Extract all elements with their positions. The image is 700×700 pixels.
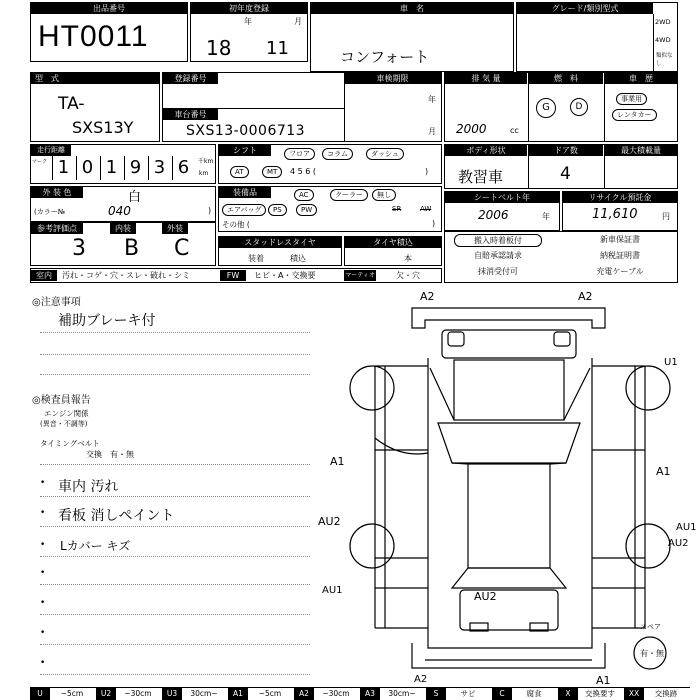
studless-option-2: 積込 xyxy=(290,254,306,263)
seatbelt-year: 年 xyxy=(542,212,550,221)
color-code-value: 040 xyxy=(108,204,131,218)
mileage-digit: 9 xyxy=(124,156,146,180)
mileage-digit: 6 xyxy=(172,156,194,180)
first-reg-year: 18 xyxy=(206,36,232,60)
equip-cooler: クーラー xyxy=(330,189,368,201)
equip-none: 無し xyxy=(372,189,396,201)
car-name: コンフォート xyxy=(340,48,430,66)
equipment-label: 装備品 xyxy=(219,187,271,198)
legend-key: U3 xyxy=(162,688,182,700)
grades-interior: B xyxy=(124,236,140,261)
tire-unit: 本 xyxy=(404,254,412,263)
note-line-1 xyxy=(40,332,310,333)
lot-label: 出品番号 xyxy=(31,3,187,14)
note-line-2 xyxy=(40,354,310,355)
mileage-digit: 1 xyxy=(100,156,122,180)
capacity-label: 最大積載量 xyxy=(605,145,677,156)
displacement-label: 排 気 量 xyxy=(445,73,527,84)
fuel-g xyxy=(536,98,556,118)
doors-label: ドア数 xyxy=(529,145,603,156)
bullet-2: • xyxy=(40,508,46,518)
history-2: レンタカー xyxy=(612,109,657,121)
note-line-8 xyxy=(40,584,310,585)
mark-right-upper2: A1 xyxy=(656,465,671,478)
doc-item-6: 充電ケーブル xyxy=(596,267,644,276)
body-type-label: ボディ形状 xyxy=(445,145,527,156)
maker-items: 欠・穴 xyxy=(396,271,420,280)
shift-floor: フロア xyxy=(284,148,315,160)
fuel-d-text: D xyxy=(575,102,583,112)
first-reg-month-label: 月 xyxy=(294,17,302,26)
timing-exchange: 交換 有・無 xyxy=(86,450,134,459)
mileage-digit: 1 xyxy=(52,156,74,180)
shift-column: コラム xyxy=(322,148,353,160)
inspector-label: ◎検査員報告 xyxy=(32,395,91,406)
legend-text: 交換要す xyxy=(585,689,615,698)
bullet-4: • xyxy=(40,568,46,578)
drive-4wd: 4WD xyxy=(655,36,671,44)
shift-mt: MT xyxy=(262,166,282,178)
interior-items: 汚れ・コゲ・穴・スレ・破れ・シミ xyxy=(62,271,190,280)
grades-interior-label: 内装 xyxy=(110,223,136,234)
report-3: Lカバー キズ xyxy=(60,539,131,553)
bullet-5: • xyxy=(40,598,46,608)
equip-other-label: その他 ( xyxy=(222,220,250,229)
equip-aw: AW xyxy=(420,205,432,213)
engine-label: エンジン関係 xyxy=(44,409,89,418)
first-reg-label: 初年度登録 xyxy=(191,3,307,14)
fuel-d xyxy=(570,98,588,116)
equip-airbag: エアバッグ xyxy=(222,204,266,216)
mark-left-mid: AU2 xyxy=(318,515,341,528)
legend-text: 腐食 xyxy=(526,689,542,698)
legend-text: 30cm~ xyxy=(190,689,218,698)
maker-label: マーティオ xyxy=(345,272,375,279)
legend-key: U xyxy=(30,688,50,700)
seatbelt-label: シートベルト年 xyxy=(445,192,559,203)
timing-label: タイミングベルト xyxy=(40,439,100,448)
mileage-unit-1: 千km xyxy=(198,158,214,165)
mark-rear-left: A2 xyxy=(414,674,428,685)
grades-overall: 3 xyxy=(72,236,86,261)
drive-2wd: 2WD xyxy=(655,18,671,26)
inspection-label: 車検期限 xyxy=(344,73,441,84)
legend-text: ~30cm xyxy=(124,689,152,698)
legend-text: ~5cm xyxy=(258,689,282,698)
color-value: 白 xyxy=(128,190,142,205)
spare-label: スペア xyxy=(640,623,661,631)
doc-item-4: 納税証明書 xyxy=(600,251,640,260)
legend-key: C xyxy=(492,688,512,700)
first-reg-month: 11 xyxy=(266,38,289,59)
fuel-label: 燃 料 xyxy=(529,73,603,84)
first-reg-year-label: 年 xyxy=(244,17,252,26)
mileage-digit: 0 xyxy=(76,156,98,180)
grade-label: グレード/類別型式 xyxy=(517,3,653,14)
bullet-1: • xyxy=(40,478,46,488)
body-divider-2 xyxy=(604,144,605,189)
note-line-7 xyxy=(40,556,310,557)
drive-other: 類似なし xyxy=(656,53,673,67)
model-label: 型 式 xyxy=(31,73,159,84)
equip-ac: AC xyxy=(294,189,314,201)
reg-label: 登録番号 xyxy=(163,73,218,84)
legend-text: ~30cm xyxy=(322,689,350,698)
mark-top-left: A2 xyxy=(420,290,435,303)
tire-label: タイヤ積込 xyxy=(345,237,441,248)
inspection-divider xyxy=(344,84,345,142)
report-2: 看板 消しペイント xyxy=(58,508,175,524)
note-line-6 xyxy=(40,526,310,527)
fw-items: ヒビ・A・交換要 xyxy=(254,271,316,280)
legend-key: X xyxy=(558,688,578,700)
legend-key: A2 xyxy=(294,688,314,700)
chassis-value: SXS13-0006713 xyxy=(186,123,306,139)
displacement-value: 2000 xyxy=(456,122,487,136)
mark-top-right: A2 xyxy=(578,290,593,303)
doors-value: 4 xyxy=(560,164,571,184)
doc-item-3: 自賠承認請求 xyxy=(474,251,522,260)
note-line-3 xyxy=(40,374,310,375)
inspection-year-label: 年 xyxy=(428,95,436,104)
mileage-mark-label: マーク xyxy=(32,159,48,165)
legend-text: 交換跡 xyxy=(654,689,678,698)
mark-right-upper: U1 xyxy=(664,357,678,368)
note-line-10 xyxy=(40,644,310,645)
equip-other-close: ) xyxy=(432,219,436,228)
mark-left-low: AU1 xyxy=(322,585,343,596)
mileage-digit: 3 xyxy=(148,156,170,180)
legend-text: 30cm~ xyxy=(388,689,416,698)
note-line-9 xyxy=(40,614,310,615)
mark-right-mid2: AU2 xyxy=(668,538,689,549)
equip-ps: PS xyxy=(268,204,287,216)
bullet-6: • xyxy=(40,628,46,638)
cc-label: cc xyxy=(510,126,519,135)
reg-divider xyxy=(162,108,344,109)
history-1: 事業用 xyxy=(616,93,647,105)
spec-divider-1 xyxy=(528,72,529,142)
note-line-4 xyxy=(40,464,310,465)
doc-item-1: 搬入時着板付 xyxy=(454,234,542,247)
body-type-value: 教習車 xyxy=(458,168,504,186)
spec-divider-2 xyxy=(604,72,605,142)
color-code-close: ) xyxy=(208,206,212,215)
report-1: 車内 汚れ xyxy=(58,479,119,495)
fw-label: FW xyxy=(220,270,246,281)
fuel-g-text: G xyxy=(542,102,550,113)
legend-key: A3 xyxy=(360,688,380,700)
mark-rear-right: A1 xyxy=(596,674,611,687)
history-label: 車 歴 xyxy=(605,73,677,84)
grades-exterior: C xyxy=(174,236,190,261)
spare-value: 有・無 xyxy=(640,649,664,658)
doc-item-2: 新車保証書 xyxy=(600,235,640,244)
legend-text: サビ xyxy=(460,689,476,698)
studless-option-1: 装着 xyxy=(248,254,264,263)
chassis-label: 車台番号 xyxy=(163,109,218,120)
model-line1: TA- xyxy=(58,94,85,114)
body-divider-1 xyxy=(528,144,529,189)
shift-label: シフト xyxy=(219,145,271,156)
mileage-unit-2: km xyxy=(199,170,209,177)
mark-left-upper: A1 xyxy=(330,455,345,468)
studless-label: スタッドレスタイヤ xyxy=(219,237,341,248)
lot-number: HT0011 xyxy=(38,20,149,53)
equip-pw: PW xyxy=(296,204,317,216)
grades-label: 参考評価点 xyxy=(31,223,83,234)
shift-gears: 4 5 6 ( xyxy=(290,167,317,176)
bullet-7: • xyxy=(40,658,46,668)
mark-right-mid: AU1 xyxy=(676,522,697,533)
recycle-unit: 円 xyxy=(662,212,670,221)
mileage-label: 走行距離 xyxy=(31,145,71,156)
bullet-3: • xyxy=(40,540,46,550)
car-name-label: 車 名 xyxy=(311,3,513,14)
shift-at: AT xyxy=(230,166,249,178)
inspection-month-label: 月 xyxy=(428,127,436,136)
shift-close: ) xyxy=(425,167,429,176)
note-line-11 xyxy=(40,674,310,675)
seatbelt-value: 2006 xyxy=(478,208,509,222)
shift-dash: ダッシュ xyxy=(366,148,404,160)
attention-label: ◎注意事項 xyxy=(32,297,81,308)
note-line-5 xyxy=(40,496,310,497)
legend-key: U2 xyxy=(96,688,116,700)
recycle-label: リサイクル預託金 xyxy=(563,192,677,203)
color-label: 外 装 色 xyxy=(31,187,83,198)
model-line2: SXS13Y xyxy=(72,118,134,137)
interior-label: 室内 xyxy=(31,270,57,281)
color-code-label: (カラー№ xyxy=(34,208,66,216)
legend-key: XX xyxy=(624,688,644,700)
legend-key: S xyxy=(426,688,446,700)
legend-text: ~5cm xyxy=(60,689,84,698)
engine-sub: (異音・不調等) xyxy=(40,420,88,428)
grades-exterior-label: 外装 xyxy=(162,223,188,234)
legend-key: A1 xyxy=(228,688,248,700)
mark-rear-trunk: AU2 xyxy=(474,590,497,603)
doc-item-5: 抹消受付可 xyxy=(478,267,518,276)
recycle-value: 11,610 xyxy=(592,207,638,222)
attention-text: 補助ブレーキ付 xyxy=(58,313,156,329)
equip-sr: SR xyxy=(392,205,402,213)
